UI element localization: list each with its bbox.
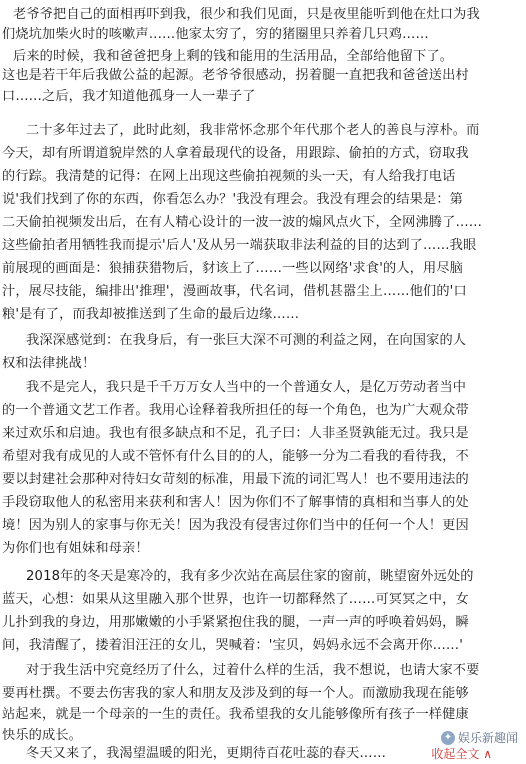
article-line: 要再杜撰。不要去伤害我的家人和朋友及涉及到的每一个人。而激励我现在能够 [2, 686, 469, 701]
watermark-text: 娱乐新趣闻 [457, 731, 518, 745]
watermark-logo-icon: ✦ [441, 731, 455, 745]
article-line: 今天，却有所谓道貌岸然的人拿着最现代的设备，用跟踪、偷拍的方式，窃取我 [2, 146, 469, 161]
article-line: 冬天又来了，我渴望温暖的阳光，更期待百花吐蕊的春天…… [26, 746, 387, 761]
article-line: 境！因为别人的家事与你无关！因为我没有侵害过你们当中的任何一个人！更因 [2, 518, 469, 533]
article-line: 要以封建社会那种对待妇女苛刻的标准，用最下流的词汇骂人！也不要用违法的 [2, 472, 469, 487]
article-line: 这也是若干年后我做公益的起源。老爷爷很感动，拐着腿一直把我和爸爸送出村 [2, 68, 469, 83]
article-line: 说'我们找到了你的东西，你看怎么办？'我没有理会。我没有理会的结果是：第 [2, 192, 464, 207]
collapse-caret-icon: ∧ [483, 747, 492, 761]
article-line: 前展现的画面是：狼捕获猎物后，豺该上了……一些以网络'求食'的人，用尽脑 [2, 261, 464, 276]
article-line: 蓝天，心想：如果从这里融入那个世界，也许一切都释然了……可冥冥之中，女 [2, 592, 469, 607]
article-line: 的行踪。我清楚的记得：在网上出现这些偷拍视频的头一天，有人给我打电话 [2, 169, 456, 184]
article-line: 的一个普通文艺工作者。我用心诠释着我所担任的每一个角色，也为广大观众带 [2, 403, 469, 418]
collapse-full-text-button[interactable] [431, 745, 492, 762]
article-line: 2018年的冬天是寒冷的，我有多少次站在高层住家的窗前，眺望窗外远处的 [26, 569, 474, 584]
article-line: 口……之后，我才知道他孤身一人一辈子了 [2, 89, 256, 104]
article-line: 后来的时候，我和爸爸把身上剩的钱和能用的生活用品，全部给他留下了。 [13, 49, 454, 64]
article-line: 粮'是有了，而我却被推送到了生命的最后边缘…… [2, 307, 300, 322]
article-line: 二十多年过去了，此时此刻，我非常怀念那个年代那个老人的善良与淳朴。而 [26, 123, 480, 138]
article-line: 间，我清醒了，搂着泪汪汪的女儿，哭喊着：'宝贝，妈妈永远不会离开你……' [2, 638, 464, 653]
article-line: 我深深感觉到：在我身后，有一张巨大深不可测的利益之网，在向国家的人 [26, 333, 467, 348]
article-line: 们烧坑加柴火时的咳嗽声……他家太穷了，穷的猪圈里只养着几只鸡…… [2, 27, 429, 42]
article-line: 手段窃取他人的私密用来获利和害人！因为你们不了解事情的真相和当事人的处 [2, 495, 469, 510]
article-line: 汁，展尽技能，编排出'推理'，漫画故事，代名词，借机甚嚣尘上……他们的'口 [2, 284, 467, 299]
article-line: 希望对我有成见的人或不管怀有什么目的的人，能够一分为二看我的看待我，不 [2, 449, 469, 464]
article-line: 二天偷拍视频发出后，在有人精心设计的一波一波的煽风点火下，全网沸腾了…… [2, 215, 483, 230]
article-line: 儿扑到我的身边，用那嫩嫩的小手紧紧抱住我的腿，一声一声的呼唤着妈妈，瞬 [2, 615, 469, 630]
article-line: 对于我生活中究竟经历了什么，过着什么样的生活，我不想说，也请大家不要 [26, 663, 480, 678]
article-line: 我不是完人，我只是千千万万女人当中的一个普通女人，是亿万劳动者当中 [26, 380, 467, 395]
article-line: 站起来，就是一个母亲的一生的责任。我希望我的女儿能够像所有孩子一样健康 [2, 707, 469, 722]
article-line: 来过欢乐和启迪。我也有很多缺点和不足，孔子曰：人非圣贤孰能无过。我只是 [2, 426, 469, 441]
watermark [441, 729, 518, 746]
article-line: 快乐的成长。 [2, 728, 83, 743]
article-line: 这些偷拍者用牺牲我而提示'后人'及从另一端获取非法利益的目的达到了……我眼 [2, 238, 477, 253]
article-line: 老爷爷把自己的面相再吓到我，很少和我们见面，只是夜里能听到他在灶口为我 [13, 7, 480, 22]
article-line: 权和法律挑战！ [2, 356, 96, 371]
article-line: 为你们也有姐妹和母亲！ [2, 541, 149, 556]
collapse-label: 收起全文 [431, 747, 480, 761]
